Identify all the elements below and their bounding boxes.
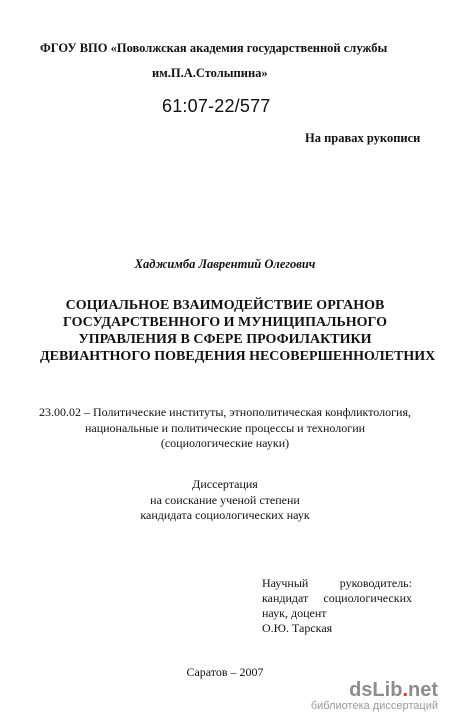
watermark-subtitle: библиотека диссертаций [310, 700, 438, 712]
degree-line: кандидата социологических наук [140, 508, 310, 522]
dslib-watermark [311, 680, 438, 712]
specialty-line: (социологические науки) [160, 436, 290, 450]
specialty-line: национальные и политические процессы и технологии [84, 420, 366, 435]
title-line: ДЕВИАНТНОГО ПОВЕДЕНИЯ НЕСОВЕРШЕННОЛЕТНИХ [40, 349, 436, 364]
advisor-word: руководитель: [339, 576, 412, 590]
advisor-line [262, 606, 412, 621]
watermark-logo-part: net [408, 679, 438, 701]
advisor-name [262, 621, 412, 636]
watermark-logo-dot: . [402, 679, 408, 701]
manuscript-rights-note: На правах рукописи [305, 131, 421, 145]
title-line: ГОСУДАРСТВЕННОГО И МУНИЦИПАЛЬНОГО [63, 315, 387, 330]
archive-code-stamp: 61:07-22/577 [162, 96, 271, 116]
advisor-word: кандидат [262, 591, 309, 605]
degree-block [0, 477, 450, 524]
specialty-block [20, 405, 430, 452]
advisor-word: О.Ю. Тарская [262, 621, 333, 635]
degree-line: Диссертация [192, 477, 258, 491]
degree-line: на соискание ученой степени [150, 492, 300, 507]
dissertation-title [40, 297, 436, 365]
specialty-line: 23.00.02 – Политические институты, этнополитическая конфликтология, [39, 405, 411, 419]
advisor-word: Научный [262, 576, 309, 590]
city-year: Саратов – 2007 [186, 665, 264, 679]
watermark-logo-part: dsLib [349, 679, 403, 701]
advisor-word: социологических [323, 591, 412, 605]
watermark-logo [311, 680, 438, 700]
scientific-advisor-block [262, 576, 412, 636]
organization-name-line1: ФГОУ ВПО «Поволжская академия государственной службы [40, 41, 388, 55]
organization-name-line2: им.П.А.Столыпина» [152, 66, 268, 80]
advisor-line [262, 591, 412, 606]
title-line: УПРАВЛЕНИЯ В СФЕРЕ ПРОФИЛАКТИКИ [78, 332, 372, 347]
title-line: СОЦИАЛЬНОЕ ВЗАИМОДЕЙСТВИЕ ОРГАНОВ [65, 298, 385, 313]
author-name: Хаджимба Лаврентий Олегович [134, 257, 316, 271]
advisor-line [262, 576, 412, 591]
advisor-word: наук, доцент [262, 606, 327, 620]
